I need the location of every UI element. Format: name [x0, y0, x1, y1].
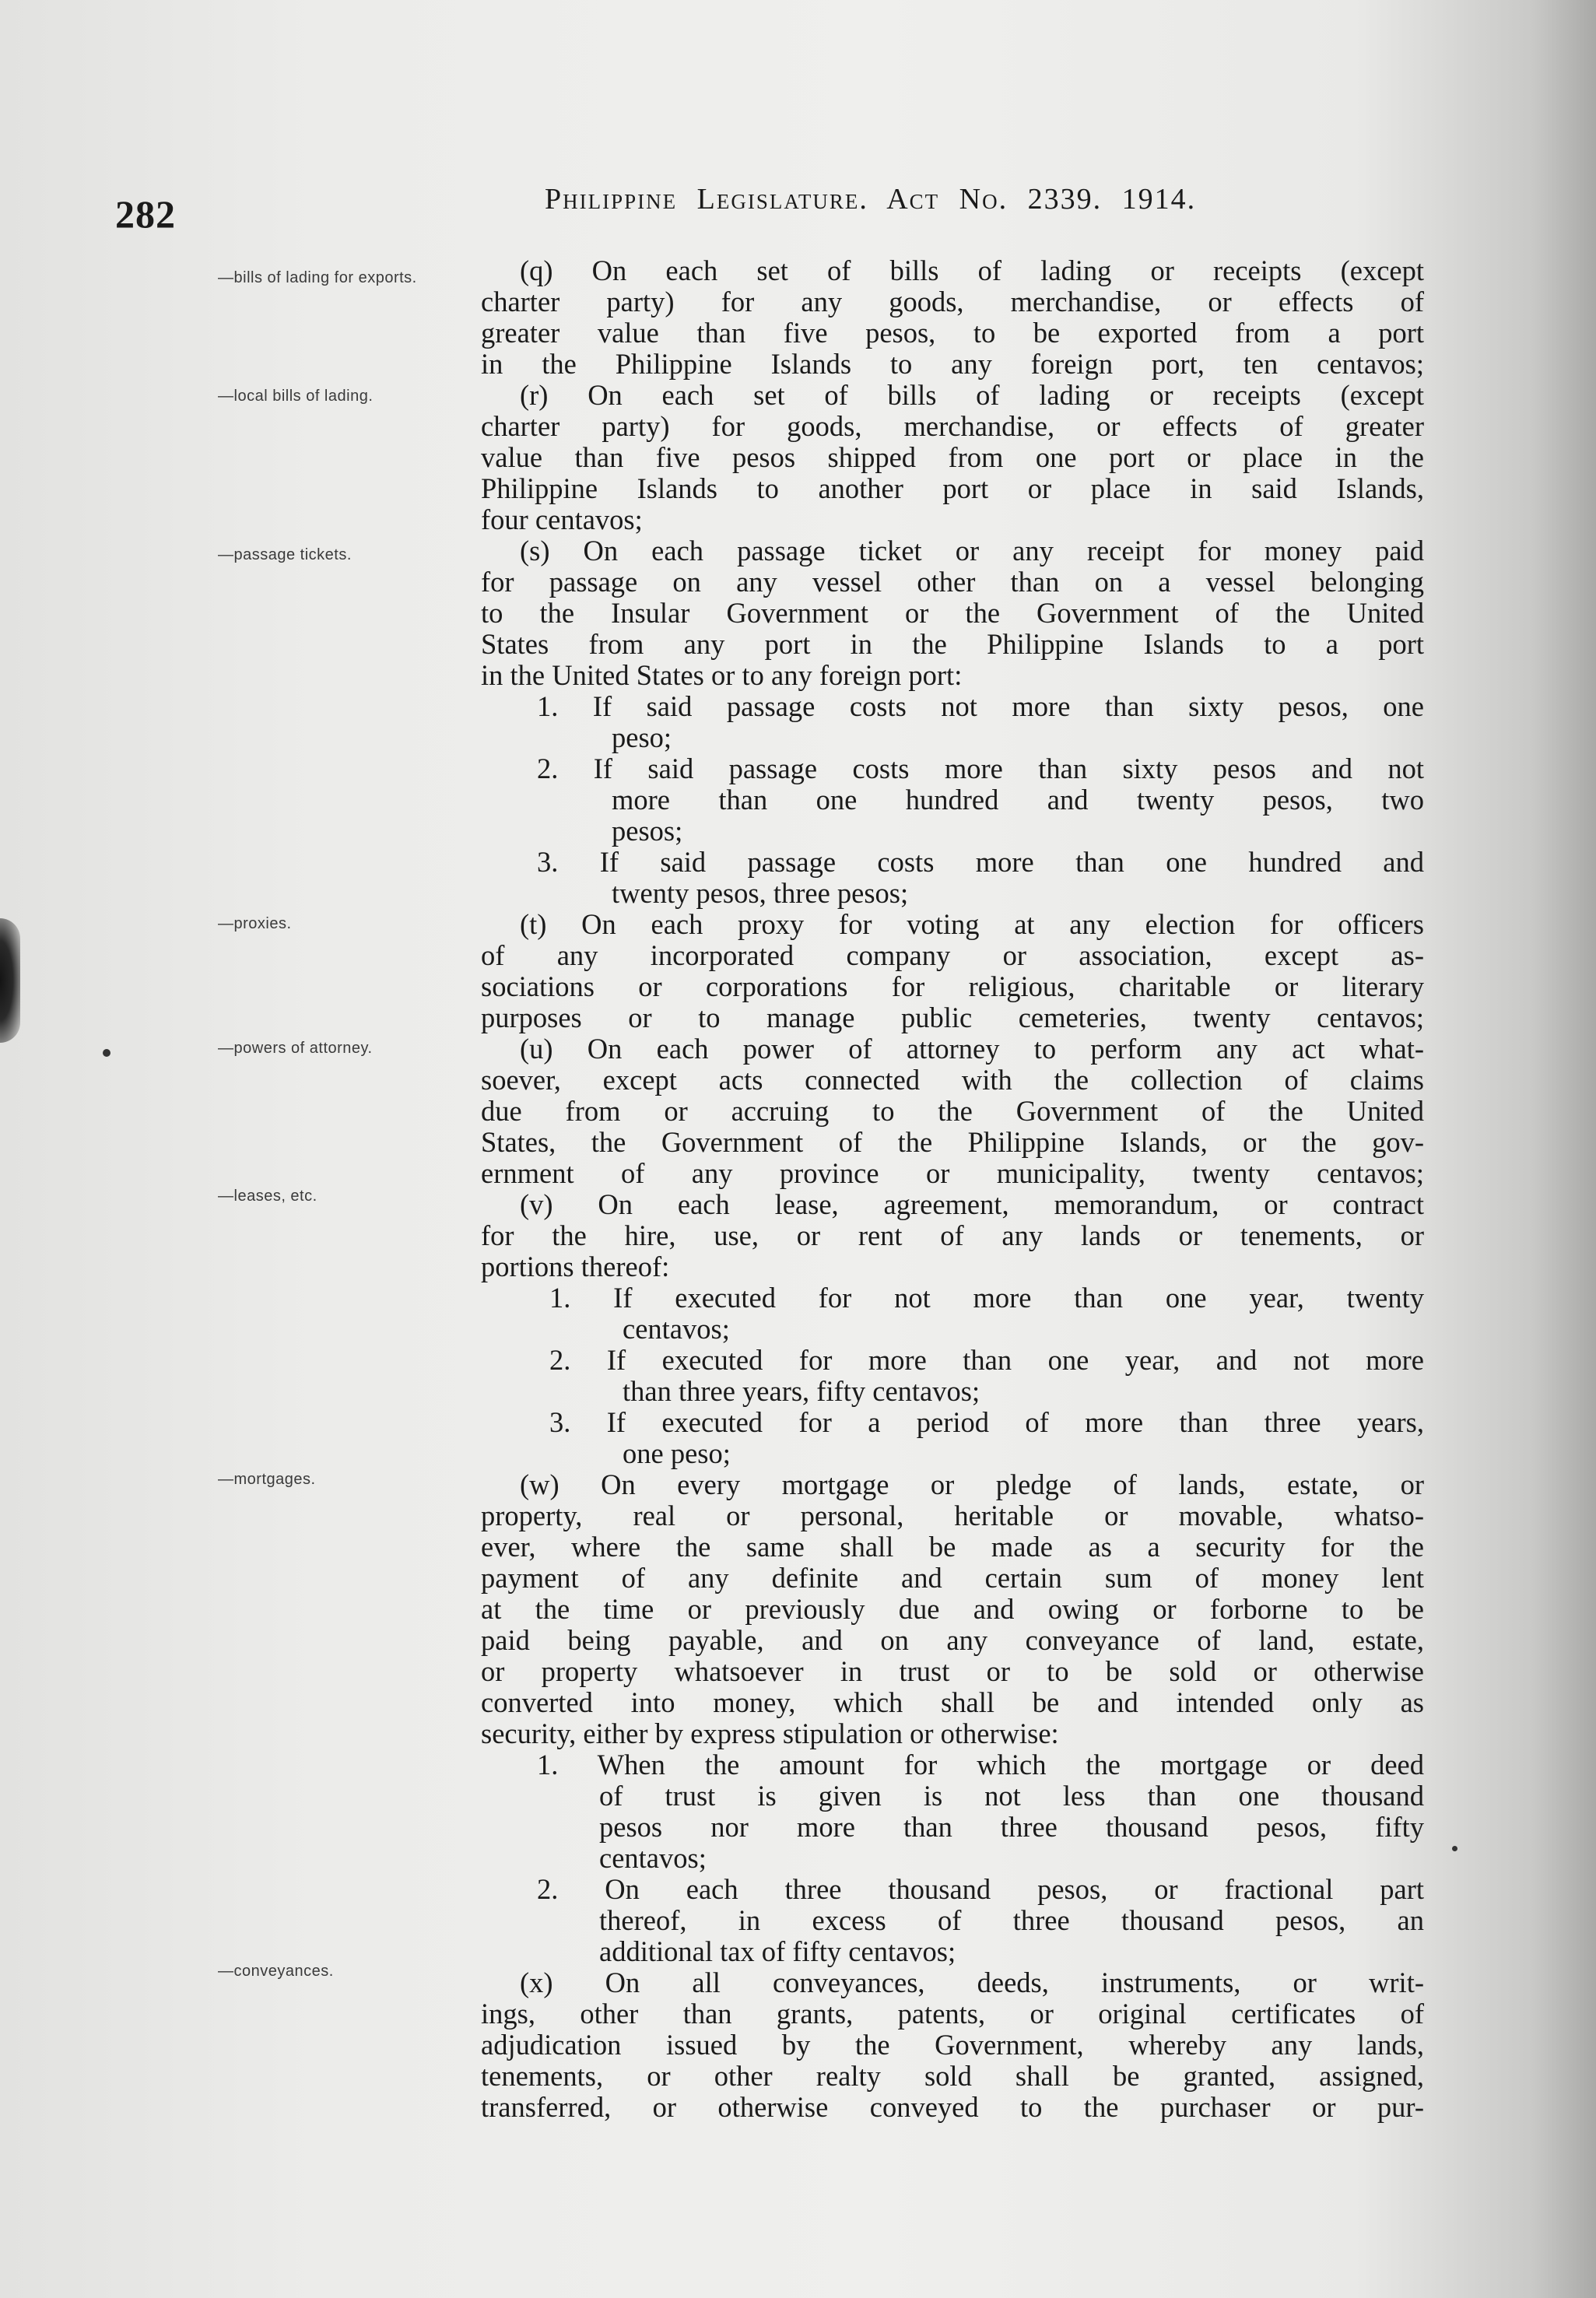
- ink-speck: [1452, 1846, 1457, 1851]
- text-line: additional tax of fifty centavos;: [599, 1935, 956, 1967]
- text-line: 1. When the amount for which the mortgage or deed: [537, 1749, 1424, 1781]
- text-line: States, the Government of the Philippine Islands, or the gov-: [481, 1126, 1424, 1158]
- text-line: of any incorporated company or association, except as-: [481, 939, 1424, 971]
- margin-note: —conveyances.: [218, 1963, 334, 1980]
- text-line: (r) On each set of bills of lading or receipts (except: [520, 379, 1424, 411]
- text-line: charter party) for any goods, merchandise, or effects of: [481, 286, 1424, 318]
- text-line: in the Philippine Islands to any foreign port, ten centavos;: [481, 348, 1424, 380]
- running-head: Philippine Legislature. Act No. 2339. 1914.: [545, 183, 1197, 216]
- text-line: of trust is given is not less than one thousand: [599, 1780, 1424, 1812]
- text-line: ever, where the same shall be made as a security for the: [481, 1531, 1424, 1563]
- text-line: 2. If executed for more than one year, and not more: [549, 1344, 1424, 1376]
- text-line: (s) On each passage ticket or any receipt for money paid: [520, 535, 1424, 567]
- text-line: than three years, fifty centavos;: [623, 1375, 980, 1407]
- text-line: payment of any definite and certain sum of money lent: [481, 1562, 1424, 1594]
- text-line: tenements, or other realty sold shall be granted, assigned,: [481, 2060, 1424, 2092]
- text-line: 2. If said passage costs more than sixty pesos and not: [537, 753, 1424, 784]
- ink-speck: [103, 1049, 110, 1057]
- text-line: one peso;: [623, 1437, 731, 1469]
- text-line: States from any port in the Philippine Islands to a port: [481, 628, 1424, 660]
- text-line: peso;: [612, 721, 672, 753]
- margin-note: —bills of lading for exports.: [218, 269, 417, 286]
- page-number: 282: [115, 192, 176, 236]
- text-line: 2. On each three thousand pesos, or fractional part: [537, 1873, 1424, 1905]
- text-line: portions thereof:: [481, 1251, 670, 1282]
- margin-note: —mortgages.: [218, 1471, 316, 1488]
- text-line: in the United States or to any foreign port:: [481, 659, 963, 691]
- text-line: for passage on any vessel other than on a vessel belonging: [481, 566, 1424, 598]
- text-line: or property whatsoever in trust or to be sold or otherwise: [481, 1655, 1424, 1687]
- text-line: converted into money, which shall be and intended only as: [481, 1686, 1424, 1718]
- text-line: (u) On each power of attorney to perform any act what-: [520, 1033, 1424, 1065]
- text-line: value than five pesos shipped from one port or place in the: [481, 441, 1424, 473]
- text-line: four centavos;: [481, 503, 643, 535]
- text-line: pesos;: [612, 815, 683, 847]
- text-line: 1. If said passage costs not more than sixty pesos, one: [537, 690, 1424, 722]
- margin-note: —local bills of lading.: [218, 388, 374, 405]
- text-line: property, real or personal, heritable or movable, whatso-: [481, 1500, 1424, 1531]
- text-line: at the time or previously due and owing or forborne to be: [481, 1593, 1424, 1625]
- binding-shadow: [0, 918, 20, 1043]
- text-line: (x) On all conveyances, deeds, instruments, or writ-: [520, 1966, 1424, 1998]
- text-line: soever, except acts connected with the collection of claims: [481, 1064, 1424, 1096]
- text-line: 3. If said passage costs more than one hundred and: [537, 846, 1424, 878]
- text-line: (v) On each lease, agreement, memorandum, or contract: [520, 1188, 1424, 1220]
- text-line: centavos;: [623, 1313, 730, 1345]
- text-line: more than one hundred and twenty pesos, two: [612, 784, 1424, 816]
- text-line: centavos;: [599, 1842, 707, 1874]
- text-line: purposes or to manage public cemeteries, twenty centavos;: [481, 1002, 1424, 1033]
- text-line: transferred, or otherwise conveyed to the purchaser or pur-: [481, 2091, 1424, 2123]
- text-line: thereof, in excess of three thousand pesos, an: [599, 1904, 1424, 1936]
- text-line: for the hire, use, or rent of any lands or tenements, or: [481, 1219, 1424, 1251]
- text-line: (t) On each proxy for voting at any election for officers: [520, 908, 1424, 940]
- text-line: to the Insular Government or the Government of the United: [481, 597, 1424, 629]
- text-line: 1. If executed for not more than one year, twenty: [549, 1282, 1424, 1314]
- text-line: due from or accruing to the Government of the United: [481, 1095, 1424, 1127]
- text-line: (w) On every mortgage or pledge of lands, estate, or: [520, 1468, 1424, 1500]
- text-line: sociations or corporations for religious, charitable or literary: [481, 970, 1424, 1002]
- text-line: greater value than five pesos, to be exported from a port: [481, 317, 1424, 349]
- margin-note: —passage tickets.: [218, 546, 352, 563]
- text-line: ings, other than grants, patents, or original certificates of: [481, 1998, 1424, 2030]
- text-line: twenty pesos, three pesos;: [612, 877, 909, 909]
- text-line: adjudication issued by the Government, whereby any lands,: [481, 2029, 1424, 2061]
- margin-note: —leases, etc.: [218, 1188, 317, 1205]
- margin-note: —powers of attorney.: [218, 1040, 373, 1057]
- text-line: (q) On each set of bills of lading or receipts (except: [520, 254, 1424, 286]
- text-line: paid being payable, and on any conveyance of land, estate,: [481, 1624, 1424, 1656]
- text-line: charter party) for goods, merchandise, or effects of greater: [481, 410, 1424, 442]
- text-line: ernment of any province or municipality, twenty centavos;: [481, 1157, 1424, 1189]
- text-line: Philippine Islands to another port or place in said Islands,: [481, 472, 1424, 504]
- margin-note: —proxies.: [218, 915, 292, 932]
- text-line: pesos nor more than three thousand pesos, fifty: [599, 1811, 1424, 1843]
- text-line: 3. If executed for a period of more than three years,: [549, 1406, 1424, 1438]
- text-line: security, either by express stipulation or otherwise:: [481, 1717, 1059, 1749]
